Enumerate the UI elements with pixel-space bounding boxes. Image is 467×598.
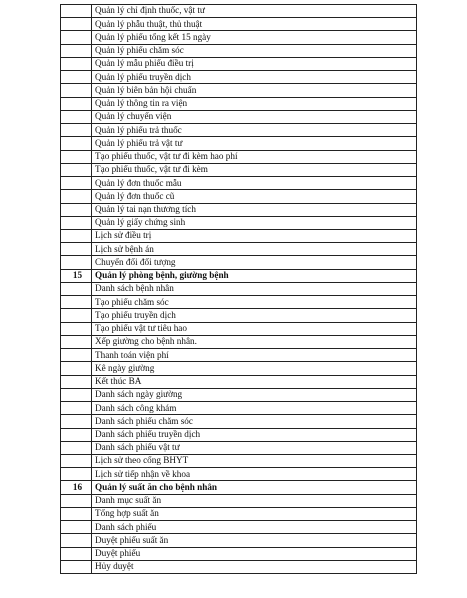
feature-name-cell: Quản lý giấy chứng sinh (92, 216, 417, 229)
table-row (61, 163, 417, 176)
feature-name-cell: Lịch sử điều trị (92, 229, 417, 242)
row-number-cell (61, 124, 92, 137)
table-row (61, 296, 417, 309)
feature-name-cell: Quản lý phiếu trả thuốc (92, 124, 417, 137)
feature-name-cell: Xếp giường cho bệnh nhân. (92, 335, 417, 348)
row-number-cell (61, 454, 92, 467)
section-title-cell: Quản lý suất ăn cho bệnh nhân (92, 481, 417, 494)
feature-name-cell: Danh sách bệnh nhân (92, 282, 417, 295)
feature-name-cell: Tạo phiếu thuốc, vật tư đi kèm hao phí (92, 150, 417, 163)
row-number-cell (61, 216, 92, 229)
feature-name-cell: Danh sách phiếu (92, 521, 417, 534)
feature-name-cell: Kê ngày giường (92, 362, 417, 375)
row-number-cell (61, 468, 92, 481)
table-row (61, 110, 417, 123)
row-number-cell (61, 282, 92, 295)
feature-name-cell: Danh sách phiếu vật tư (92, 441, 417, 454)
feature-name-cell: Quản lý phiếu chăm sóc (92, 44, 417, 57)
table-row (61, 349, 417, 362)
table-row (61, 468, 417, 481)
feature-table (60, 4, 417, 574)
row-number-cell (61, 349, 92, 362)
table-row (61, 388, 417, 401)
table-row (61, 521, 417, 534)
row-number-cell (61, 375, 92, 388)
row-number-cell (61, 388, 92, 401)
row-number-cell (61, 31, 92, 44)
feature-name-cell: Quản lý đơn thuốc cũ (92, 190, 417, 203)
feature-name-cell: Danh sách ngày giường (92, 388, 417, 401)
row-number-cell (61, 163, 92, 176)
row-number-cell (61, 322, 92, 335)
row-number-cell (61, 547, 92, 560)
row-number-cell (61, 428, 92, 441)
table-row (61, 150, 417, 163)
feature-name-cell: Quản lý biên bản hội chuẩn (92, 84, 417, 97)
table-row (61, 18, 417, 31)
row-number-cell (61, 534, 92, 547)
feature-name-cell: Quản lý chỉ định thuốc, vật tư (92, 5, 417, 18)
row-number-cell (61, 296, 92, 309)
row-number-cell (61, 335, 92, 348)
feature-name-cell: Chuyển đổi đối tượng (92, 256, 417, 269)
feature-name-cell: Duyệt phiếu (92, 547, 417, 560)
table-row (61, 534, 417, 547)
feature-name-cell: Quản lý mẫu phiếu điều trị (92, 57, 417, 70)
table-row (61, 31, 417, 44)
table-row (61, 203, 417, 216)
row-number-cell (61, 137, 92, 150)
table-row (61, 282, 417, 295)
table-row (61, 243, 417, 256)
table-row (61, 547, 417, 560)
row-number-cell (61, 441, 92, 454)
feature-name-cell: Danh mục suất ăn (92, 494, 417, 507)
row-number-cell (61, 84, 92, 97)
feature-name-cell: Duyệt phiếu suất ăn (92, 534, 417, 547)
feature-name-cell: Quản lý phiếu trả vật tư (92, 137, 417, 150)
feature-name-cell: Tổng hợp suất ăn (92, 507, 417, 520)
row-number-cell (61, 494, 92, 507)
table-row (61, 441, 417, 454)
row-number-cell (61, 177, 92, 190)
row-number-cell (61, 203, 92, 216)
row-number-cell (61, 97, 92, 110)
table-row (61, 322, 417, 335)
row-number-cell (61, 5, 92, 18)
feature-name-cell: Quản lý phiếu tổng kết 15 ngày (92, 31, 417, 44)
row-number-cell (61, 18, 92, 31)
table-row (61, 57, 417, 70)
row-number-cell: 15 (61, 269, 92, 282)
feature-name-cell: Kết thúc BA (92, 375, 417, 388)
table-row (61, 71, 417, 84)
table-row (61, 375, 417, 388)
feature-name-cell: Quản lý phiếu truyền dịch (92, 71, 417, 84)
row-number-cell (61, 415, 92, 428)
feature-name-cell: Tạo phiếu truyền dịch (92, 309, 417, 322)
row-number-cell (61, 309, 92, 322)
row-number-cell (61, 57, 92, 70)
section-row (61, 481, 417, 494)
feature-name-cell: Lịch sử tiếp nhận về khoa (92, 468, 417, 481)
feature-name-cell: Quản lý tai nạn thương tích (92, 203, 417, 216)
table-row (61, 494, 417, 507)
feature-name-cell: Lịch sử bệnh án (92, 243, 417, 256)
row-number-cell (61, 110, 92, 123)
table-row (61, 428, 417, 441)
table-row (61, 124, 417, 137)
table-row (61, 507, 417, 520)
table-row (61, 97, 417, 110)
row-number-cell (61, 44, 92, 57)
row-number-cell: 16 (61, 481, 92, 494)
row-number-cell (61, 150, 92, 163)
feature-name-cell: Danh sách công khám (92, 402, 417, 415)
row-number-cell (61, 362, 92, 375)
table-row (61, 216, 417, 229)
row-number-cell (61, 243, 92, 256)
feature-table-body (61, 5, 417, 574)
feature-name-cell: Quản lý chuyển viện (92, 110, 417, 123)
feature-name-cell: Danh sách phiếu chăm sóc (92, 415, 417, 428)
table-row (61, 137, 417, 150)
table-row (61, 44, 417, 57)
table-row (61, 335, 417, 348)
feature-name-cell: Tạo phiếu chăm sóc (92, 296, 417, 309)
table-row (61, 5, 417, 18)
table-row (61, 454, 417, 467)
row-number-cell (61, 71, 92, 84)
row-number-cell (61, 402, 92, 415)
feature-name-cell: Thanh toán viện phí (92, 349, 417, 362)
section-row (61, 269, 417, 282)
feature-name-cell: Lịch sử theo cổng BHYT (92, 454, 417, 467)
table-row (61, 256, 417, 269)
table-row (61, 362, 417, 375)
feature-name-cell: Quản lý thông tin ra viện (92, 97, 417, 110)
row-number-cell (61, 190, 92, 203)
table-row (61, 177, 417, 190)
section-title-cell: Quản lý phòng bệnh, giường bệnh (92, 269, 417, 282)
row-number-cell (61, 507, 92, 520)
row-number-cell (61, 256, 92, 269)
table-row (61, 84, 417, 97)
table-row (61, 309, 417, 322)
row-number-cell (61, 560, 92, 573)
table-row (61, 402, 417, 415)
feature-name-cell: Quản lý phẫu thuật, thủ thuật (92, 18, 417, 31)
row-number-cell (61, 521, 92, 534)
row-number-cell (61, 229, 92, 242)
table-row (61, 560, 417, 573)
table-row (61, 190, 417, 203)
feature-name-cell: Tạo phiếu thuốc, vật tư đi kèm (92, 163, 417, 176)
table-row (61, 229, 417, 242)
table-row (61, 415, 417, 428)
feature-name-cell: Danh sách phiếu truyền dịch (92, 428, 417, 441)
feature-name-cell: Quản lý đơn thuốc mẫu (92, 177, 417, 190)
feature-name-cell: Hủy duyệt (92, 560, 417, 573)
feature-name-cell: Tạo phiếu vật tư tiêu hao (92, 322, 417, 335)
